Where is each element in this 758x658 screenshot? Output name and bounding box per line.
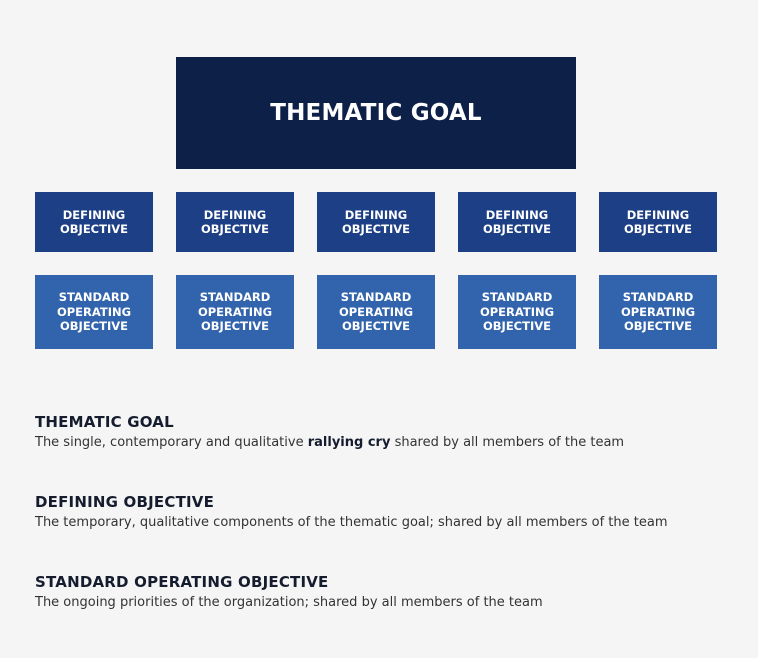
legend-thematic-goal — [35, 413, 725, 452]
defining-objective-box: DEFINING OBJECTIVE — [317, 192, 435, 252]
defining-objective-box: DEFINING OBJECTIVE — [599, 192, 717, 252]
legend-defining-objective — [35, 493, 725, 532]
thematic-goal-label: THEMATIC GOAL — [270, 100, 482, 126]
standard-objective-box: STANDARD OPERATING OBJECTIVE — [599, 275, 717, 349]
defining-objective-box: DEFINING OBJECTIVE — [458, 192, 576, 252]
defining-objective-box: DEFINING OBJECTIVE — [35, 192, 153, 252]
standard-objectives-row — [35, 275, 717, 349]
legend-title: STANDARD OPERATING OBJECTIVE — [35, 573, 329, 591]
legend-desc-text: The single, contemporary and qualitative — [35, 435, 308, 450]
standard-objective-box: STANDARD OPERATING OBJECTIVE — [458, 275, 576, 349]
legend-description — [35, 434, 725, 452]
thematic-goal-box — [176, 57, 576, 169]
legend-desc-text: shared by all members of the team — [390, 435, 625, 450]
legend-title: THEMATIC GOAL — [35, 413, 174, 431]
standard-objective-box: STANDARD OPERATING OBJECTIVE — [176, 275, 294, 349]
legend-description: The ongoing priorities of the organization; shared by all members of the team — [35, 595, 543, 610]
standard-objective-box: STANDARD OPERATING OBJECTIVE — [35, 275, 153, 349]
legend-title: DEFINING OBJECTIVE — [35, 493, 215, 511]
defining-objective-box: DEFINING OBJECTIVE — [176, 192, 294, 252]
defining-objectives-row — [35, 192, 717, 252]
legend-description: The temporary, qualitative components of the thematic goal; shared by all members of the team — [35, 515, 668, 530]
standard-objective-box: STANDARD OPERATING OBJECTIVE — [317, 275, 435, 349]
legend-desc-emphasis: rallying cry — [307, 435, 391, 450]
legend-standard-operating-objective — [35, 573, 725, 612]
